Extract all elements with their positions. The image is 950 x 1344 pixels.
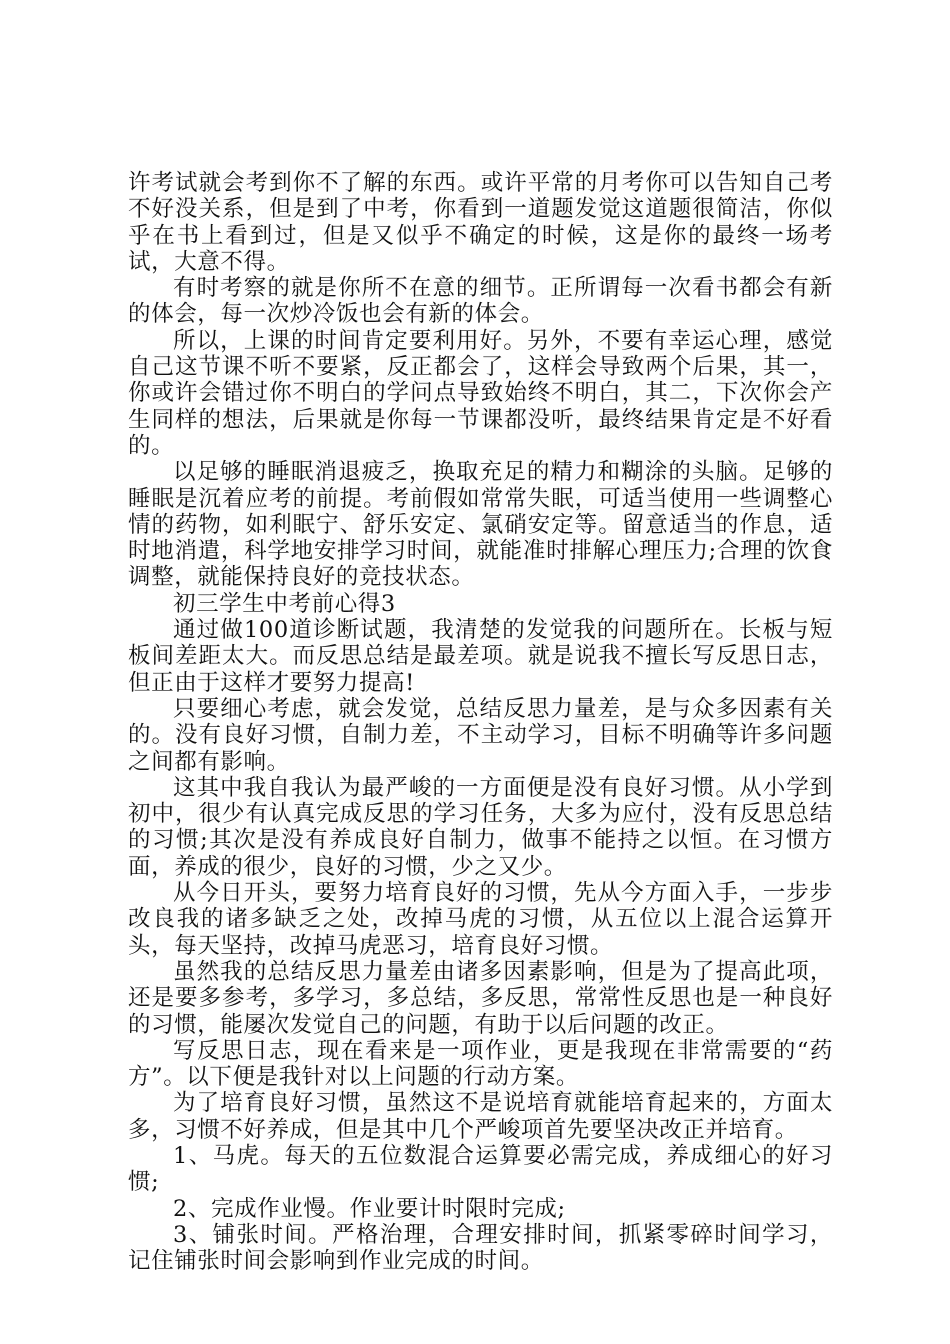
- list-item: 2、完成作业慢。作业要计时限时完成;: [173, 1195, 566, 1222]
- paragraph: 这其中我自我认为最严峻的一方面便是没有良好习惯。从小学到初中，很少有认真完成反思的学习任务，大多为应付，没有反思总结的习惯;其次是没有养成良好自制力，做事不能持之以恒。在习惯方面，养成的很少，良好的习惯，少之又少。: [128, 774, 833, 880]
- paragraph: 写反思日志，现在看来是一项作业，更是我现在非常需要的“药方”。以下便是我针对以上问题的行动方案。: [128, 1037, 833, 1091]
- paragraph: 许考试就会考到你不了解的东西。或许平常的月考你可以告知自己考不好没关系，但是到了中考，你看到一道题发觉这道题很简洁，你似乎在书上看到过，但是又似乎不确定的时候，这是你的最终一场考试，大意不得。: [128, 170, 833, 275]
- paragraph: 虽然我的总结反思力量差由诸多因素影响，但是为了提高此项，还是要多参考，多学习，多总结，多反思，常常性反思也是一种良好的习惯，能屡次发觉自己的问题，有助于以后问题的改正。: [128, 958, 833, 1038]
- paragraph: 从今日开头，要努力培育良好的习惯，先从今方面入手，一步步改良我的诸多缺乏之处，改掉马虎的习惯，从五位以上混合运算开头，每天坚持，改掉马虎恶习，培育良好习惯。: [128, 880, 833, 959]
- section-heading: 初三学生中考前心得3: [173, 590, 396, 617]
- paragraph: 所以，上课的时间肯定要利用好。另外，不要有幸运心理，感觉自己这节课不听不要紧，反正都会了，这样会导致两个后果，其一，你或许会错过你不明白的学问点导致始终不明白，其二，下次你会产生同样的想法，后果就是你每一节课都没听，最终结果肯定是不好看的。: [128, 327, 833, 459]
- list-item: 3、铺张时间。严格治理，合理安排时间，抓紧零碎时间学习，记住铺张时间会影响到作业完成的时间。: [128, 1221, 833, 1275]
- paragraph: 为了培育良好习惯，虽然这不是说培育就能培育起来的，方面太多，习惯不好养成，但是其中几个严峻项首先要坚决改正并培育。: [128, 1090, 833, 1143]
- document-body: [128, 170, 833, 1274]
- paragraph: 以足够的睡眠消退疲乏，换取充足的精力和糊涂的头脑。足够的睡眠是沉着应考的前提。考前假如常常失眠，可适当使用一些调整心情的药物，如利眠宁、舒乐安定、氯硝安定等。留意适当的作息，适时地消遣，科学地安排学习时间，就能准时排解心理压力;合理的饮食调整，就能保持良好的竞技状态。: [128, 459, 833, 591]
- paragraph: 通过做100道诊断试题，我清楚的发觉我的问题所在。长板与短板间差距太大。而反思总结是最差项。就是说我不擅长写反思日志，但正由于这样才要努力提高!: [128, 617, 833, 696]
- paragraph: 只要细心考虑，就会发觉，总结反思力量差，是与众多因素有关的。没有良好习惯，自制力差，不主动学习，目标不明确等许多问题之间都有影响。: [128, 695, 833, 775]
- list-item: 1、马虎。每天的五位数混合运算要必需完成，养成细心的好习惯;: [128, 1142, 833, 1196]
- paragraph: 有时考察的就是你所不在意的细节。正所谓每一次看书都会有新的体会，每一次炒冷饭也会有新的体会。: [128, 275, 833, 328]
